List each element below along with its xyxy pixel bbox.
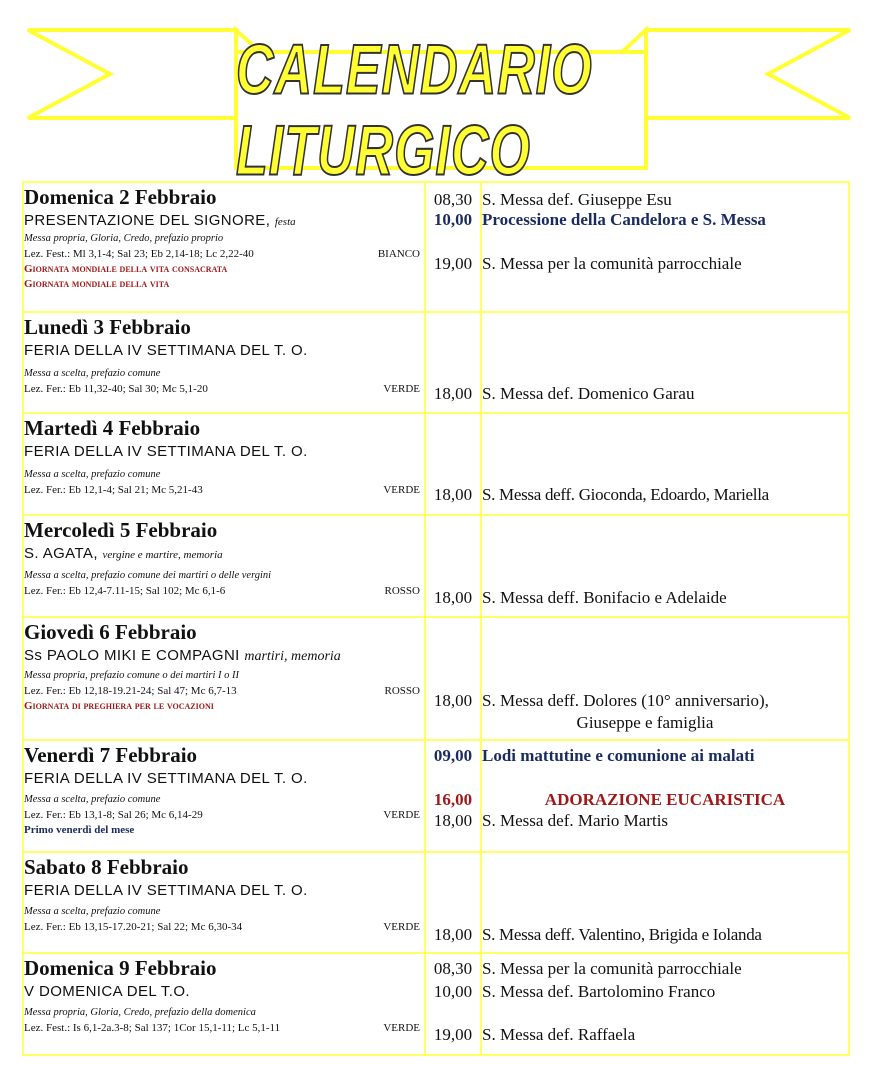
event-text: S. Messa deff. Bonifacio e Adelaide: [482, 588, 727, 607]
day-title: Domenica 2 Febbraio: [24, 185, 217, 209]
mass-info: Messa propria, Gloria, Credo, prefazio della domenica: [24, 1007, 256, 1018]
event-text: Processione della Candelora e S. Messa: [482, 210, 766, 229]
mass-info: Messa a scelta, prefazio comune: [24, 906, 161, 917]
day-title: Venerdì 7 Febbraio: [24, 743, 198, 767]
time-column: [425, 182, 481, 312]
lections: Lez. Fest.: Ml 3,1-4; Sal 23; Eb 2,14-18; Lc 2,22-40 BIANCO: [24, 246, 424, 262]
event-time: 19,00: [433, 1025, 473, 1044]
liturgical-color: VERDE: [383, 809, 420, 821]
event-text: ADORAZIONE EUCARISTICA: [544, 790, 786, 809]
event-time: 08,30: [433, 959, 473, 978]
mass-info: Messa a scelta, prefazio comune: [24, 469, 161, 480]
day-info: [23, 182, 425, 312]
liturgical-color: ROSSO: [384, 685, 420, 697]
event-text: Lodi mattutine e comunione ai malati: [482, 746, 755, 765]
liturgical-color: VERDE: [383, 383, 420, 395]
event-text: S. Messa def. Giuseppe Esu: [482, 190, 672, 209]
event-text: S. Messa deff. Gioconda, Edoardo, Mariella: [482, 485, 769, 504]
time-column: [425, 515, 481, 617]
lections: Lez. Fer.: Eb 12,1-4; Sal 21; Mc 5,21-43 VERDE: [24, 482, 424, 498]
events-column: [481, 740, 849, 852]
event-text: S. Messa per la comunità parrocchiale: [482, 959, 742, 978]
event-time: 19,00: [433, 254, 473, 273]
event-time: 09,00: [433, 746, 473, 765]
day-info: [23, 312, 425, 413]
event-time: 18,00: [433, 485, 473, 504]
mass-info: Messa propria, prefazio comune o dei martiri I o II: [24, 670, 240, 681]
lections: Lez. Fer.: Eb 12,18-19.21-24; Sal 47; Mc 6,7-13 ROSSO: [24, 683, 424, 699]
event-text: S. Messa def. Bartolomino Franco: [482, 982, 716, 1001]
event-time: 10,00: [433, 982, 473, 1001]
events-column: [481, 182, 849, 312]
day-title: Lunedì 3 Febbraio: [24, 315, 191, 339]
table-row: [23, 617, 849, 740]
event-text: S. Messa deff. Dolores (10° anniversario),: [482, 691, 769, 710]
lections: Lez. Fer.: Eb 13,1-8; Sal 26; Mc 6,14-29 VERDE: [24, 807, 424, 823]
time-column: [425, 740, 481, 852]
time-column: [425, 617, 481, 740]
lections: Lez. Fer.: Eb 11,32-40; Sal 30; Mc 5,1-20 VERDE: [24, 381, 424, 397]
liturgical-color: VERDE: [383, 921, 420, 933]
table-row: [23, 953, 849, 1055]
event-text: S. Messa def. Raffaela: [482, 1025, 636, 1044]
time-column: [425, 413, 481, 515]
lections: Lez. Fer.: Eb 12,4-7.11-15; Sal 102; Mc 6,1-6 ROSSO: [24, 583, 424, 599]
day-info: [23, 515, 425, 617]
feast-name: V DOMENICA DEL T.O.: [24, 983, 190, 1000]
liturgical-color: BIANCO: [377, 248, 420, 260]
events-column: [481, 515, 849, 617]
time-column: [425, 312, 481, 413]
liturgical-color: VERDE: [383, 484, 420, 496]
day-info: [23, 413, 425, 515]
event-time: 18,00: [433, 384, 473, 403]
event-time: 16,00: [433, 790, 473, 809]
day-info: [23, 852, 425, 953]
event-time: 10,00: [433, 210, 473, 229]
time-column: [425, 852, 481, 953]
event-time: 18,00: [433, 811, 473, 830]
lections: Lez. Fest.: Is 6,1-2a.3-8; Sal 137; 1Cor 15,1-11; Lc 5,1-11 VERDE: [24, 1020, 424, 1036]
events-column: [481, 953, 849, 1055]
liturgical-color: ROSSO: [384, 585, 420, 597]
day-note: Giornata mondiale della vita: [24, 278, 170, 290]
event-text: S. Messa per la comunità parrocchiale: [482, 254, 742, 273]
feast-name: S. AGATA, vergine e martire, memoria: [24, 545, 223, 562]
title-banner: [0, 0, 880, 191]
day-note: Giornata mondiale della vita consacrata: [24, 263, 228, 275]
events-column: [481, 852, 849, 953]
feast-name: FERIA DELLA IV SETTIMANA DEL T. O.: [24, 342, 308, 359]
day-title: Domenica 9 Febbraio: [24, 956, 217, 980]
table-row: [23, 182, 849, 312]
table-row: [23, 740, 849, 852]
events-column: [481, 312, 849, 413]
banner-title: CALENDARIO LITURGICO: [236, 31, 593, 191]
calendar-table: [22, 181, 850, 1056]
feast-name: FERIA DELLA IV SETTIMANA DEL T. O.: [24, 882, 308, 899]
table-row: [23, 852, 849, 953]
event-text: S. Messa def. Mario Martis: [482, 811, 669, 830]
mass-info: Messa a scelta, prefazio comune dei martiri o delle vergini: [24, 570, 272, 581]
events-column: [481, 413, 849, 515]
day-note: Primo venerdì del mese: [24, 824, 135, 836]
event-text: Giuseppe e famiglia: [576, 713, 714, 732]
event-time: 18,00: [433, 588, 473, 607]
event-time: 18,00: [433, 925, 473, 944]
day-info: [23, 953, 425, 1055]
table-row: [23, 312, 849, 413]
feast-name: Ss PAOLO MIKI E COMPAGNI martiri, memoria: [24, 647, 341, 664]
event-text: S. Messa deff. Valentino, Brigida e Iolanda: [482, 925, 762, 944]
table-row: [23, 413, 849, 515]
lections: Lez. Fer.: Eb 13,15-17.20-21; Sal 22; Mc 6,30-34 VERDE: [24, 919, 424, 935]
day-title: Mercoledì 5 Febbraio: [24, 518, 218, 542]
mass-info: Messa propria, Gloria, Credo, prefazio proprio: [24, 233, 224, 244]
day-title: Sabato 8 Febbraio: [24, 855, 189, 879]
day-title: Giovedì 6 Febbraio: [24, 620, 197, 644]
mass-info: Messa a scelta, prefazio comune: [24, 794, 161, 805]
events-column: [481, 617, 849, 740]
feast-name: FERIA DELLA IV SETTIMANA DEL T. O.: [24, 770, 308, 787]
liturgical-color: VERDE: [383, 1022, 420, 1034]
table-row: [23, 515, 849, 617]
event-time: 18,00: [433, 691, 473, 710]
time-column: [425, 953, 481, 1055]
day-title: Martedì 4 Febbraio: [24, 416, 201, 440]
mass-info: Messa a scelta, prefazio comune: [24, 368, 161, 379]
feast-name: FERIA DELLA IV SETTIMANA DEL T. O.: [24, 443, 308, 460]
day-note: Giornata di preghiera per le vocazioni: [24, 700, 214, 712]
day-info: [23, 740, 425, 852]
event-time: 08,30: [433, 190, 473, 209]
feast-name: PRESENTAZIONE DEL SIGNORE, festa: [24, 212, 296, 229]
event-text: S. Messa def. Domenico Garau: [482, 384, 695, 403]
day-info: [23, 617, 425, 740]
